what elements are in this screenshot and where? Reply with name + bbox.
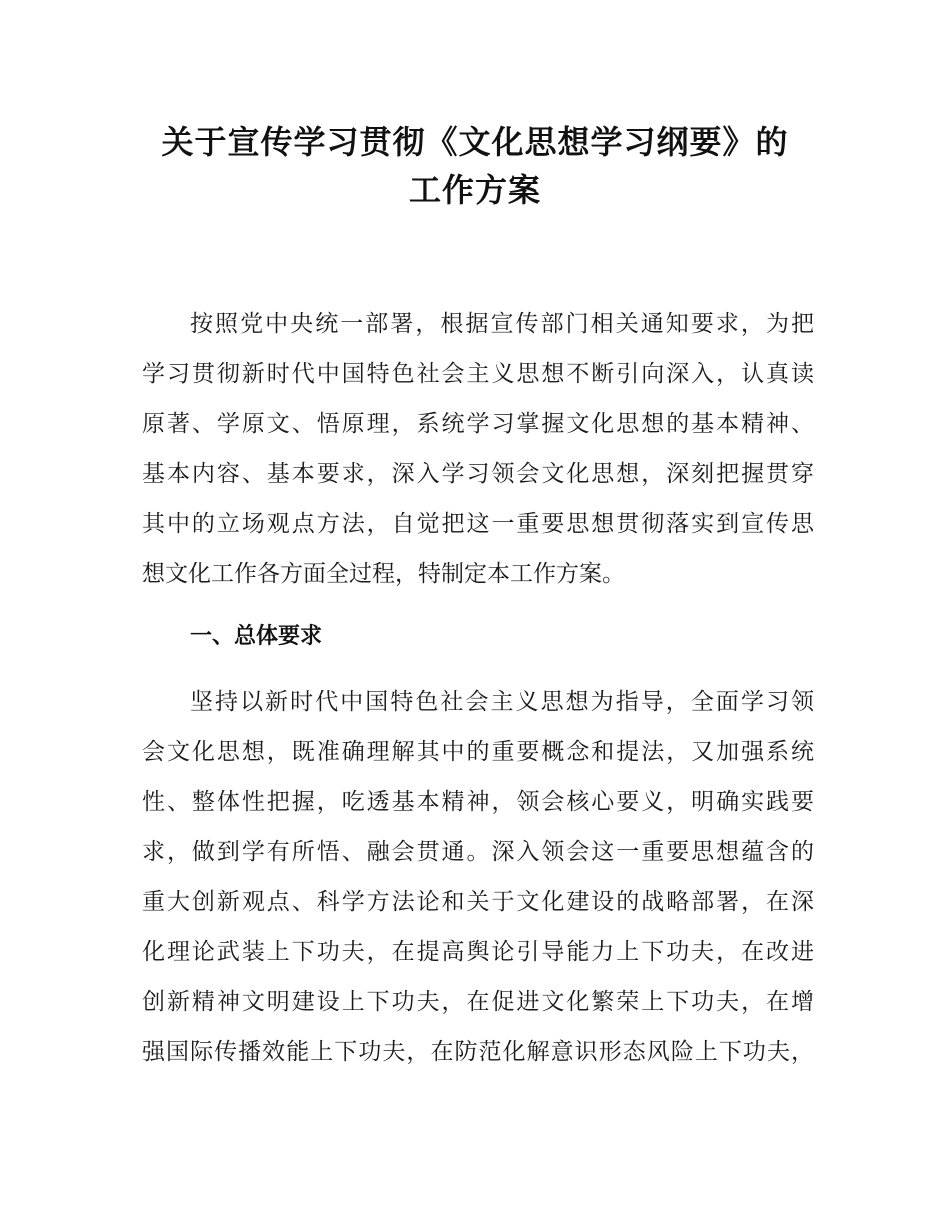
paragraph-line: 其中的立场观点方法，自觉把这一重要思想贯彻落实到宣传思 [142,511,814,537]
paragraph-line: 创新精神文明建设上下功夫，在促进文化繁荣上下功夫，在增 [142,989,814,1015]
title-line-1: 关于宣传学习贯彻《文化思想学习纲要》的 [161,123,789,161]
paragraph-line: 强国际传播效能上下功夫，在防范化解意识形态风险上下功夫， [142,1039,814,1065]
document-title [80,118,870,214]
paragraph-line: 基本内容、基本要求，深入学习领会文化思想，深刻把握贯穿 [142,461,814,487]
paragraph-line: 化理论武装上下功夫，在提高舆论引导能力上下功夫，在改进 [142,939,814,965]
paragraph-line: 原著、学原文、悟原理，系统学习掌握文化思想的基本精神、 [142,411,814,437]
title-line-2: 工作方案 [408,171,541,209]
paragraph-line: 想文化工作各方面全过程，特制定本工作方案。 [142,561,625,587]
paragraph-line: 会文化思想，既准确理解其中的重要概念和提法，又加强系统 [142,739,814,765]
paragraph-line: 学习贯彻新时代中国特色社会主义思想不断引向深入，认真读 [142,361,814,387]
section-heading-general-requirements: 一、总体要求 [190,624,323,649]
paragraph-line: 按照党中央统一部署，根据宣传部门相关通知要求，为把 [190,311,814,337]
paragraph-line: 重大创新观点、科学方法论和关于文化建设的战略部署，在深 [142,889,814,915]
paragraph-line: 性、整体性把握，吃透基本精神，领会核心要义，明确实践要 [142,789,814,815]
general-requirements-paragraph [142,677,814,1077]
intro-paragraph [142,299,814,599]
paragraph-line: 坚持以新时代中国特色社会主义思想为指导，全面学习领 [190,689,814,715]
paragraph-line: 求，做到学有所悟、融会贯通。深入领会这一重要思想蕴含的 [142,839,814,865]
